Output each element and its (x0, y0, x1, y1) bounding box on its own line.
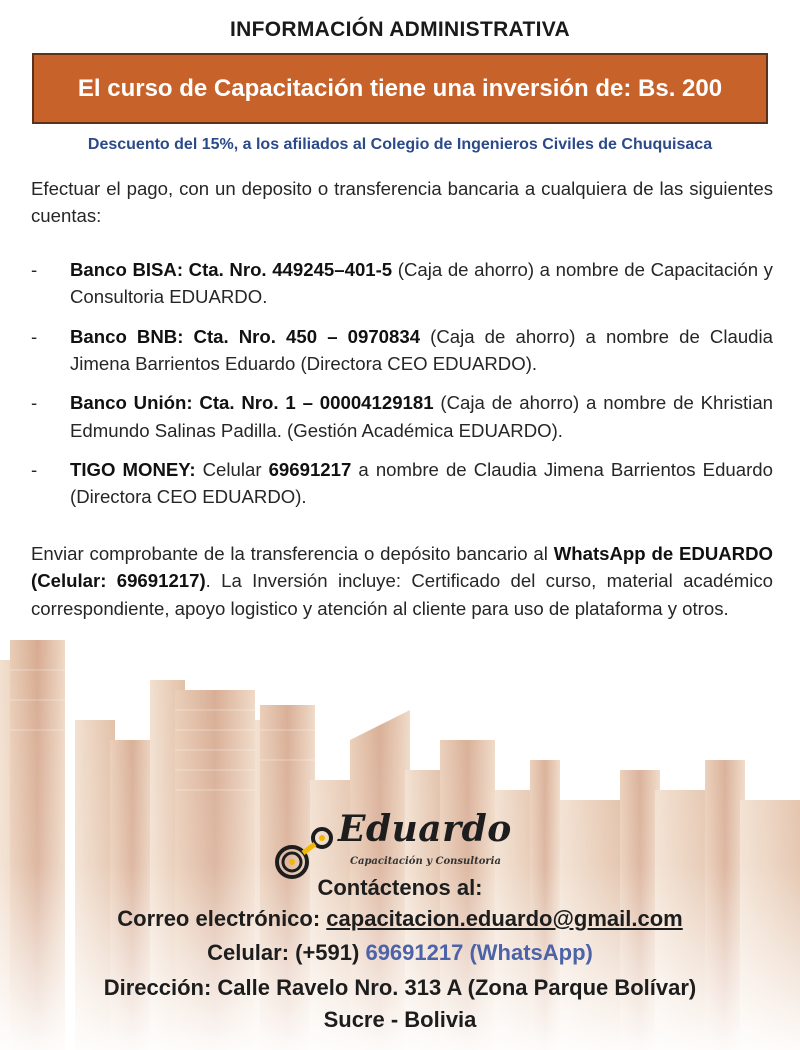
page-heading: INFORMACIÓN ADMINISTRATIVA (230, 18, 570, 41)
email-link[interactable]: capacitacion.eduardo@gmail.com (326, 906, 683, 931)
list-dash: - (31, 392, 38, 414)
contact-address: Dirección: Calle Ravelo Nro. 313 A (Zona Parque Bolívar) (103, 975, 697, 1000)
account-number: Banco BISA: Cta. Nro. 449245–401-5 (70, 259, 393, 280)
account-item-bnb (31, 323, 773, 378)
bank-accounts-list (31, 256, 773, 523)
account-item-bisa (31, 256, 773, 311)
account-details: Celular (195, 458, 269, 480)
contact-email-line (0, 906, 800, 932)
price-banner (32, 53, 768, 124)
logo-tagline: Capacitación y Consultoria (350, 856, 501, 867)
account-item-union (31, 389, 773, 444)
whatsapp-phone-link[interactable]: 69691217 (WhatsApp) (365, 940, 593, 965)
discount-notice: Descuento del 15%, a los afiliados al Colegio de Ingenieros Civiles de Chuquisaca (87, 136, 713, 153)
account-details: (Caja de ahorro) a nombre de Khristian Edmundo Salinas Padilla. (Gestión Académica EDUARDO). (70, 392, 773, 441)
contact-title: Contáctenos al: (317, 875, 483, 900)
account-item-tigo-money (31, 456, 773, 511)
closing-text: . La Inversión incluye: Certificado del curso, material académico correspondiente, apoyo logistico y atención al cliente para uso de plataforma y otros. (31, 570, 773, 619)
closing-text: Enviar comprobante de la transferencia o depósito bancario al (31, 543, 554, 564)
closing-paragraph (31, 540, 773, 622)
contact-phone-line (0, 940, 800, 966)
account-label: TIGO MONEY: (70, 458, 196, 480)
eduardo-logo (274, 808, 534, 880)
list-dash: - (31, 259, 38, 280)
account-number: Banco Unión: Cta. Nro. 1 – 00004129181 (70, 392, 434, 414)
list-dash: - (31, 325, 38, 347)
email-label: Correo electrónico: (117, 906, 327, 931)
account-details: a nombre de Claudia Jimena Barrientos Eduardo (Directora CEO EDUARDO). (70, 458, 773, 508)
payment-intro: Efectuar el pago, con un deposito o transferencia bancaria a cualquiera de las siguientes cuentas: (31, 178, 773, 227)
account-details: (Caja de ahorro) a nombre de Claudia Jimena Barrientos Eduardo (Directora CEO EDUARDO). (70, 325, 773, 374)
phone-label: Celular: (+591) (207, 940, 366, 965)
contact-city: Sucre - Bolivia (323, 1007, 477, 1032)
account-number: Banco BNB: Cta. Nro. 450 – 0970834 (70, 325, 421, 347)
account-details: (Caja de ahorro) a nombre de Capacitación y Consultoria EDUARDO. (70, 259, 773, 308)
tigo-phone-number: 69691217 (268, 458, 352, 480)
logo-wordmark: Eduardo (338, 808, 512, 850)
list-dash: - (31, 458, 38, 480)
whatsapp-contact: WhatsApp de EDUARDO (Celular: 69691217) (31, 543, 773, 592)
price-banner-text: El curso de Capacitación tiene una inversión de: Bs. 200 (77, 74, 723, 102)
